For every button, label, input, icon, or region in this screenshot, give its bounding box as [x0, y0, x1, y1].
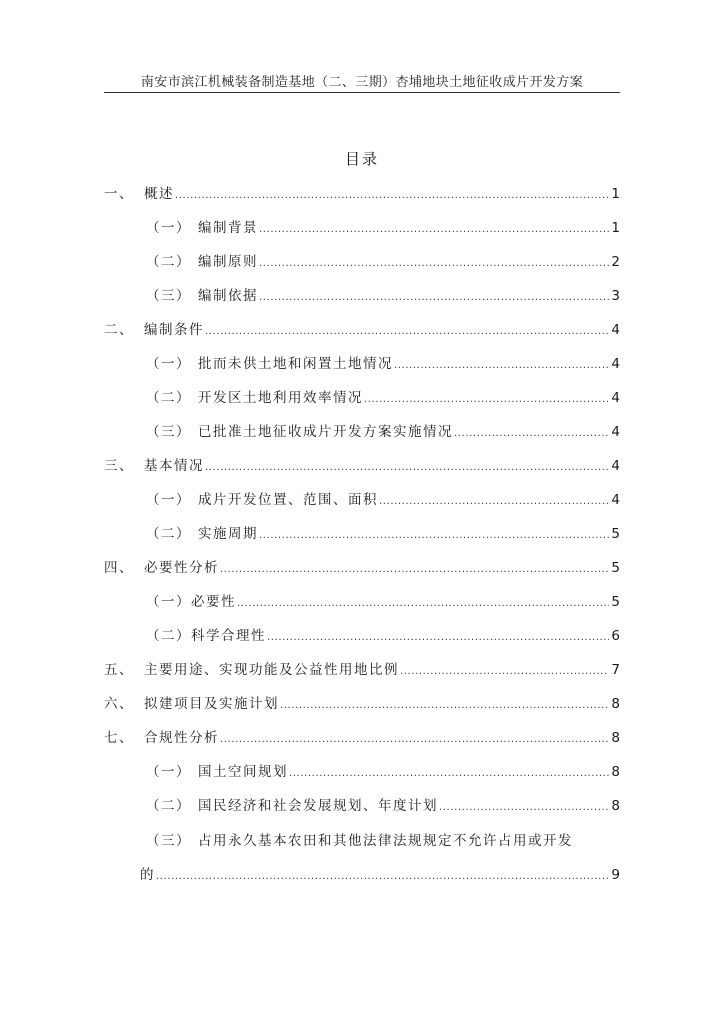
toc-entry-number: （三） — [146, 424, 191, 440]
toc-entry-page: 4 — [611, 492, 620, 508]
toc-entry[interactable] — [146, 253, 620, 271]
toc-entry-label: 实施周期 — [198, 526, 258, 542]
toc-entry-label: 开发区土地利用效率情况 — [198, 390, 363, 406]
toc-entry[interactable] — [104, 321, 620, 339]
toc-entry-number: （一） — [146, 764, 191, 780]
toc-entry[interactable] — [146, 287, 620, 305]
toc-entry-label: 已批准土地征收成片开发方案实施情况 — [198, 424, 453, 440]
toc-entry-number: （二） — [146, 526, 191, 542]
toc-entry-page: 5 — [611, 526, 620, 542]
dot-leader — [175, 185, 609, 205]
toc-entry[interactable] — [104, 457, 620, 475]
toc-entry-page: 8 — [611, 696, 620, 712]
toc-entry[interactable] — [140, 866, 620, 884]
toc-entry-number: （一） — [146, 492, 191, 508]
toc-entry-number: 四、 — [104, 560, 134, 576]
toc-entry-page: 4 — [611, 322, 620, 338]
toc-entry[interactable] — [146, 763, 620, 781]
dot-leader — [289, 763, 609, 783]
running-header: 南安市滨江机械装备制造基地（二、三期）杏埔地块土地征收成片开发方案 — [140, 75, 584, 90]
toc-entry[interactable] — [146, 627, 620, 645]
dot-leader — [364, 389, 609, 409]
toc-entry-page: 2 — [611, 254, 620, 270]
toc-entry-label: 主要用途、实现功能及公益性用地比例 — [144, 662, 399, 678]
toc-entry[interactable] — [146, 593, 620, 611]
toc-entry-number: （二） — [146, 628, 191, 644]
toc-entry-page: 8 — [611, 764, 620, 780]
dot-leader — [259, 287, 609, 307]
toc-entry-page: 4 — [611, 458, 620, 474]
toc-entry-page: 4 — [611, 356, 620, 372]
toc-entry[interactable] — [146, 525, 620, 543]
toc-entry-page: 5 — [611, 560, 620, 576]
toc-entry[interactable] — [104, 185, 620, 203]
toc-entry-number: 三、 — [104, 458, 134, 474]
toc-entry-page: 9 — [611, 867, 620, 883]
toc-entry-page: 8 — [611, 730, 620, 746]
toc-title: 目录 — [344, 150, 379, 168]
dot-leader — [220, 729, 609, 749]
dot-leader — [205, 457, 609, 477]
toc-entry[interactable] — [146, 389, 620, 407]
toc-entry-label: 拟建项目及实施计划 — [144, 696, 279, 712]
dot-leader — [280, 695, 609, 715]
toc-entry-number: （二） — [146, 390, 191, 406]
toc-entry-number: 七、 — [104, 730, 134, 746]
toc-entry-label: 占用永久基本农田和其他法律法规规定不允许占用或开发 — [198, 833, 573, 849]
toc-entry-label: 编制依据 — [198, 288, 258, 304]
toc-entry[interactable] — [146, 355, 620, 373]
toc-entry[interactable] — [104, 559, 620, 577]
toc-entry-page: 5 — [611, 594, 620, 610]
toc-entry-label: 成片开发位置、范围、面积 — [198, 492, 378, 508]
toc-entry[interactable] — [104, 695, 620, 713]
toc-entry-label: 必要性分析 — [144, 560, 219, 576]
toc-entry-page: 1 — [611, 186, 620, 202]
toc-entry-label: 科学合理性 — [191, 628, 266, 644]
toc-entry[interactable] — [104, 729, 620, 747]
toc-entry[interactable] — [146, 219, 620, 237]
toc-entry-page: 6 — [611, 628, 620, 644]
toc-entry-label: 国民经济和社会发展规划、年度计划 — [198, 798, 438, 814]
toc-entry-label: 编制条件 — [144, 322, 204, 338]
toc-entry-page: 1 — [611, 220, 620, 236]
toc-entry[interactable] — [146, 797, 620, 815]
toc-entry-number: （二） — [146, 254, 191, 270]
toc-entry-number: （三） — [146, 833, 191, 849]
dot-leader — [259, 253, 609, 273]
toc-entry-page: 4 — [611, 424, 620, 440]
toc-entry-number: 五、 — [104, 662, 134, 678]
toc-entry-label: 合规性分析 — [144, 730, 219, 746]
dot-leader — [220, 559, 609, 579]
dot-leader — [394, 355, 609, 375]
dot-leader — [379, 491, 609, 511]
toc-entry-number: 六、 — [104, 696, 134, 712]
toc-entry-number: （一） — [146, 220, 191, 236]
toc-entry-page: 4 — [611, 390, 620, 406]
toc-entry-label: 概述 — [144, 186, 174, 202]
toc-entry[interactable] — [146, 491, 620, 509]
header-rule — [104, 92, 620, 93]
toc-entry-number: （二） — [146, 798, 191, 814]
toc-entry-number: （一） — [146, 594, 191, 610]
toc-entry-page: 7 — [611, 662, 620, 678]
dot-leader — [259, 525, 609, 545]
toc-entry-wrapped-first-line[interactable] — [146, 832, 620, 850]
toc-entry-page: 8 — [611, 798, 620, 814]
toc-entry-label: 批而未供土地和闲置土地情况 — [198, 356, 393, 372]
dot-leader — [267, 627, 609, 647]
dot-leader — [156, 866, 609, 886]
toc-entry-number: 二、 — [104, 322, 134, 338]
dot-leader — [237, 593, 609, 613]
toc-entry-label: 必要性 — [191, 594, 236, 610]
toc-entry-label: 基本情况 — [144, 458, 204, 474]
toc-entry[interactable] — [104, 661, 620, 679]
toc-entry-label: 编制背景 — [198, 220, 258, 236]
toc-entry-page: 3 — [611, 288, 620, 304]
dot-leader — [400, 661, 609, 681]
toc-entry-label-continuation: 的 — [140, 867, 155, 883]
toc-entry-label: 国土空间规划 — [198, 764, 288, 780]
toc-entry-number: 一、 — [104, 186, 134, 202]
toc-entry-number: （一） — [146, 356, 191, 372]
toc-entry[interactable] — [146, 423, 620, 441]
toc-entry-label: 编制原则 — [198, 254, 258, 270]
dot-leader — [205, 321, 609, 341]
dot-leader — [454, 423, 609, 443]
dot-leader — [259, 219, 609, 239]
dot-leader — [439, 797, 609, 817]
toc-entry-number: （三） — [146, 288, 191, 304]
